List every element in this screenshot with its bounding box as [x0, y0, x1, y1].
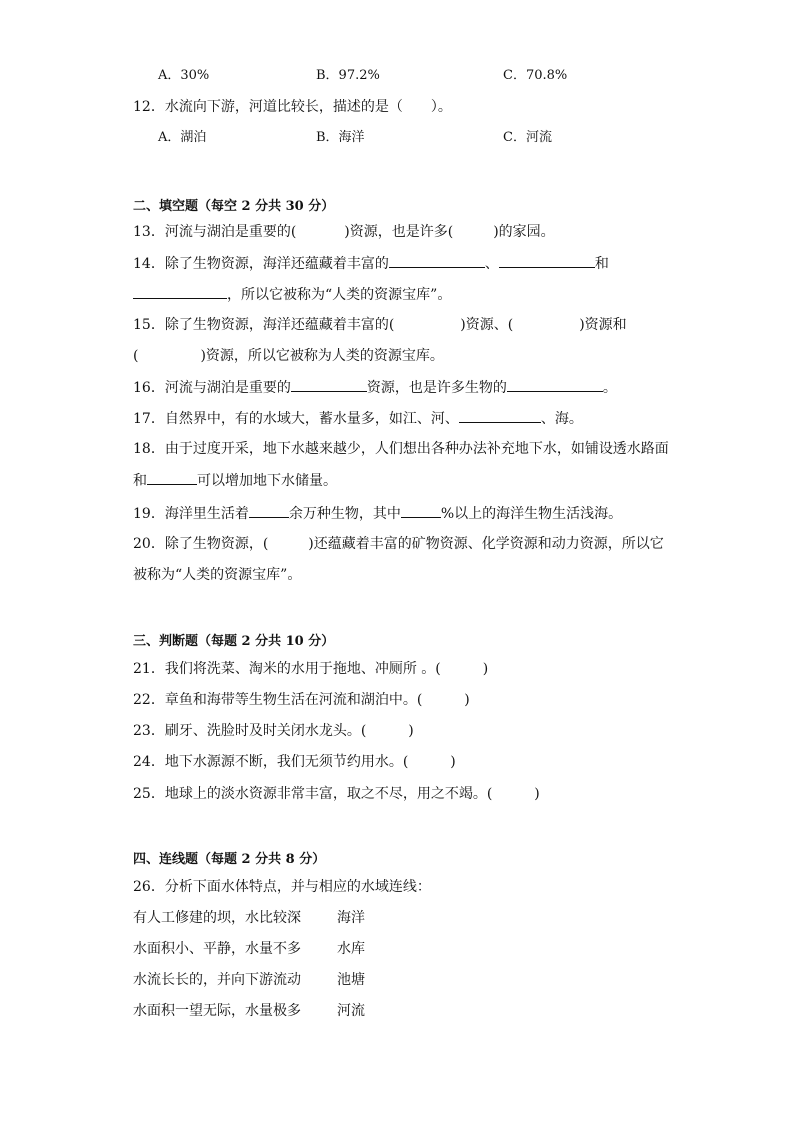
q15-part1: 15．除了生物资源，海洋还蕴藏着丰富的( — [133, 317, 395, 333]
q14-blank-3[interactable] — [133, 284, 227, 299]
q20-part1: 20．除了生物资源，( — [133, 536, 269, 552]
q18-part2: 和 — [133, 473, 147, 489]
q19-blank-2[interactable] — [401, 503, 441, 518]
q19 — [133, 503, 622, 524]
q15-line1 — [133, 315, 627, 335]
q14-part2: ，所以它被称为“人类的资源宝库”。 — [227, 287, 452, 303]
q14-line1 — [133, 253, 609, 274]
q15-line2 — [133, 346, 444, 366]
q19-blank-1[interactable] — [249, 503, 289, 518]
q20-part2: )还蕴藏着丰富的矿物资源、化学资源和动力资源，所以它 — [308, 536, 664, 552]
q14-blank-2[interactable] — [499, 253, 595, 268]
q20-line1 — [133, 534, 664, 554]
q16-part3: 。 — [602, 380, 617, 396]
q15-part3: )资源和 — [579, 317, 627, 333]
q17-blank[interactable] — [459, 408, 541, 423]
q15-part2: )资源、( — [460, 317, 514, 333]
q25: 25．地球上的淡水资源非常丰富，取之不尽，用之不竭。( ) — [133, 786, 540, 802]
q11-option-c: C．70.8% — [503, 68, 568, 83]
q16-blank-1[interactable] — [291, 377, 367, 392]
q17 — [133, 408, 583, 429]
q12-option-c: C．河流 — [503, 130, 552, 145]
q26-left-item-1[interactable]: 有人工修建的坝，水比较深 — [133, 910, 301, 926]
section3-title: 三、判断题（每题 2 分共 10 分） — [133, 634, 335, 649]
q20-line2 — [133, 565, 301, 585]
q16-part2: 资源，也是许多生物的 — [366, 380, 507, 396]
q14-and: 和 — [594, 256, 609, 272]
q16-blank-2[interactable] — [507, 377, 603, 392]
q26-left-item-3[interactable]: 水流长长的，并向下游流动 — [133, 972, 301, 988]
q26-right-item-2[interactable]: 水库 — [337, 941, 365, 957]
q19-part2: 余万种生物，其中 — [288, 506, 401, 522]
q18-line1 — [133, 439, 669, 459]
q19-part3: %以上的海洋生物生活浅海。 — [440, 506, 623, 522]
q13-part3: )的家园。 — [493, 224, 555, 240]
q23: 23．刷牙、洗脸时及时关闭水龙头。( ) — [133, 723, 414, 739]
q26-right-item-1[interactable]: 海洋 — [337, 910, 365, 926]
q26-stem: 26．分析下面水体特点，并与相应的水域连线： — [133, 879, 431, 895]
q19-part1: 19．海洋里生活着 — [133, 506, 249, 522]
q18-part1: 18．由于过度开采，地下水越来越少，人们想出各种办法补充地下水，如铺设透水路面 — [133, 441, 669, 457]
q11-option-b: B．97.2% — [316, 68, 380, 83]
section2-title: 二、填空题（每空 2 分共 30 分） — [133, 199, 335, 214]
q13 — [133, 222, 555, 242]
q20-part3: 被称为“人类的资源宝库”。 — [133, 567, 302, 583]
q14-sep: 、 — [484, 256, 499, 272]
q11-option-a: A．30% — [158, 68, 210, 83]
q14-line2 — [133, 284, 451, 305]
q26-left-item-4[interactable]: 水面积一望无际，水量极多 — [133, 1003, 301, 1019]
q16-part1: 16．河流与湖泊是重要的 — [133, 380, 291, 396]
q22: 22．章鱼和海带等生物生活在河流和湖泊中。( ) — [133, 692, 470, 708]
q13-part2: )资源，也是许多( — [344, 224, 454, 240]
q16 — [133, 377, 617, 398]
q24: 24．地下水源源不断，我们无须节约用水。( ) — [133, 754, 456, 770]
q17-part2: 、海。 — [540, 411, 583, 427]
q26-left-item-2[interactable]: 水面积小、平静，水量不多 — [133, 941, 301, 957]
q14-part1: 14．除了生物资源，海洋还蕴藏着丰富的 — [133, 256, 389, 272]
q26-right-item-3[interactable]: 池塘 — [337, 972, 365, 988]
q26-right-item-4[interactable]: 河流 — [337, 1003, 365, 1019]
q17-part1: 17．自然界中，有的水域大，蓄水量多，如江、河、 — [133, 411, 459, 427]
q15-part5: )资源，所以它被称为人类的资源宝库。 — [200, 348, 444, 364]
section4-title: 四、连线题（每题 2 分共 8 分） — [133, 852, 326, 867]
q12-stem: 12．水流向下游，河道比较长，描述的是（ ）。 — [133, 99, 452, 115]
q12-option-a: A．湖泊 — [158, 130, 207, 145]
q14-blank-1[interactable] — [389, 253, 485, 268]
q15-part4: ( — [133, 348, 139, 364]
q18-line2 — [133, 470, 337, 491]
q12-option-b: B．海洋 — [316, 130, 365, 145]
q13-part1: 13．河流与湖泊是重要的( — [133, 224, 297, 240]
q18-blank[interactable] — [147, 470, 197, 485]
q21: 21．我们将洗菜、淘米的水用于拖地、冲厕所 。( ) — [133, 661, 489, 677]
q18-part3: 可以增加地下水储量。 — [197, 473, 337, 489]
